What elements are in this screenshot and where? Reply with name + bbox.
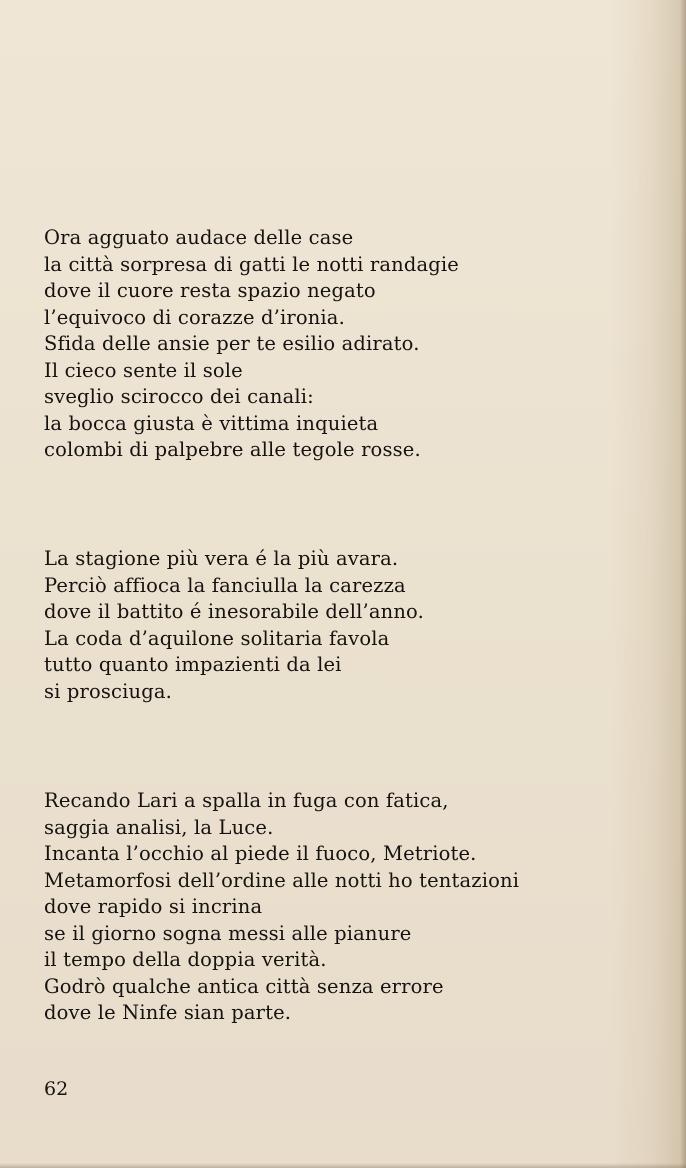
- poem-line: Ora agguato audace delle case: [44, 226, 354, 249]
- poem-line: dove rapido si incrina: [44, 895, 263, 918]
- poem-line: sveglio scirocco dei canali:: [44, 385, 314, 408]
- poem-line: La coda d’aquilone solitaria favola: [44, 626, 390, 650]
- stanza-1: [44, 225, 459, 464]
- poem-line: saggia analisi, la Luce.: [44, 815, 274, 839]
- poem-line: Godrò qualche antica città senza errore: [44, 974, 444, 998]
- poem-line: la città sorpresa di gatti le notti randagie: [44, 252, 459, 276]
- poem-line: tutto quanto impazienti da lei: [44, 653, 342, 676]
- poem-line: si prosciuga.: [44, 679, 172, 703]
- poem-line: Metamorfosi dell’ordine alle notti ho tentazioni: [44, 868, 520, 892]
- page-edge-shadow-right: [680, 0, 686, 1168]
- poem-line: La stagione più vera é la più avara.: [44, 547, 399, 570]
- poem-line: dove il cuore resta spazio negato: [44, 279, 376, 302]
- poem-line: Incanta l’occhio al piede il fuoco, Metriote.: [44, 842, 477, 865]
- stanza-3: [44, 788, 519, 1027]
- poem-line: Perciò affioca la fanciulla la carezza: [44, 573, 406, 597]
- page-edge-shadow-bottom: [0, 1163, 686, 1168]
- poem-line: la bocca giusta è vittima inquieta: [44, 411, 379, 435]
- poem-line: l’equivoco di corazze d’ironia.: [44, 305, 345, 329]
- stanza-2: [44, 546, 424, 705]
- poem-line: Sfida delle ansie per te esilio adirato.: [44, 332, 420, 355]
- poem-line: dove le Ninfe sian parte.: [44, 1001, 292, 1024]
- poem-line: colombi di palpebre alle tegole rosse.: [44, 438, 421, 461]
- page-number: 62: [44, 1078, 69, 1100]
- poem-line: Il cieco sente il sole: [44, 358, 243, 382]
- poem-line: se il giorno sogna messi alle pianure: [44, 921, 412, 945]
- poem-line: Recando Lari a spalla in fuga con fatica,: [44, 789, 449, 812]
- poem-line: il tempo della doppia verità.: [44, 948, 327, 971]
- poem-line: dove il battito é inesorabile dell’anno.: [44, 600, 424, 623]
